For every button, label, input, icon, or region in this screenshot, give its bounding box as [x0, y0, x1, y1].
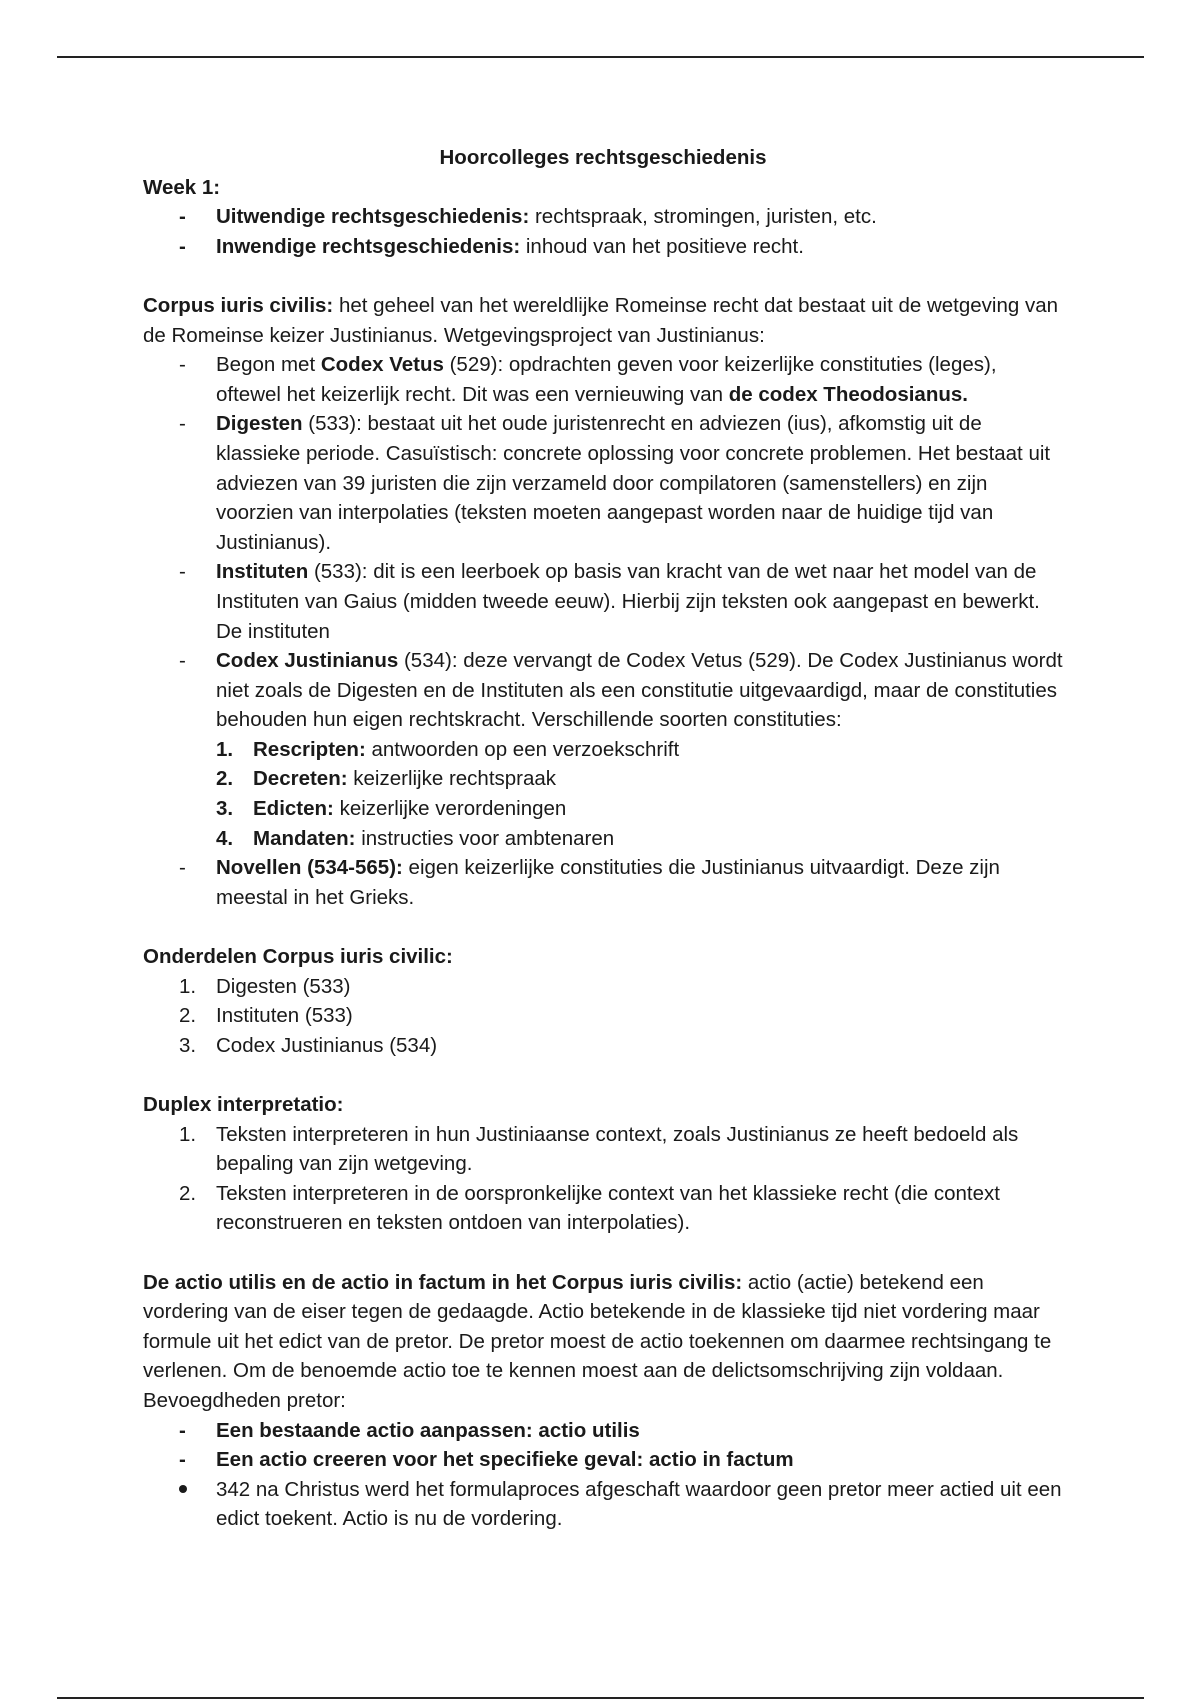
dash-marker: - — [179, 205, 186, 229]
dash-marker: - — [179, 353, 186, 377]
constituties-list — [143, 735, 1063, 853]
text: 342 na Christus werd het formulaproces afgeschaft waardoor geen pretor meer actied uit een edict toekent. Actio is nu de vordering. — [216, 1477, 1062, 1531]
list-item — [143, 1445, 1063, 1475]
text: Instituten (533) — [216, 1004, 353, 1028]
definition: keizerlijke rechtspraak — [347, 767, 557, 791]
term: de codex Theodosianus. — [728, 382, 968, 406]
number-marker: 2. — [179, 1181, 197, 1205]
dash-marker: - — [179, 649, 186, 673]
term: Novellen (534-565): — [216, 856, 403, 880]
number-marker: 2. — [179, 1004, 197, 1028]
number-marker: 1. — [179, 974, 197, 998]
corpus-paragraph — [143, 291, 1063, 350]
term: Codex Justinianus — [216, 649, 399, 673]
text: Een bestaande actio aanpassen: actio utilis — [216, 1418, 640, 1442]
text: (529): opdrachten geven voor keizerlijke constituties (leges), oftewel het keizerlijk recht. Dit was een vernieuwing van — [216, 353, 997, 406]
list-item — [143, 202, 1063, 232]
novellen-list — [143, 853, 1063, 912]
dash-marker: - — [179, 1418, 186, 1442]
list-item — [143, 409, 1063, 557]
number-marker: 1. — [179, 1122, 197, 1146]
definition: inhoud van het positieve recht. — [520, 234, 804, 258]
term: Codex Vetus — [320, 353, 444, 377]
bullet-dot-icon — [179, 1475, 187, 1505]
term: Digesten — [216, 412, 303, 436]
number-marker: 4. — [216, 826, 234, 850]
definition: (533): bestaat uit het oude juristenrecht en adviezen (ius), afkomstig uit de klassieke periode. Casuïstisch: concrete oplossing voor concrete problemen. Het bestaat uit adviezen van 39 juristen die zijn verzameld door compilatoren (samenstellers) en zijn voorzien van interpolaties (teksten moeten aangepast worden naar de huidige tijd van Justinianus). — [216, 412, 1051, 554]
definition: (533): dit is een leerboek op basis van kracht van de wet naar het model van de Instituten van Gaius (midden tweede eeuw). Hierbij zijn teksten ook aangepast en bewerkt. De instituten — [216, 560, 1040, 643]
text: Een actio creeren voor het specifieke geval: actio in factum — [216, 1448, 794, 1472]
dash-marker: - — [179, 412, 186, 436]
list-item — [143, 764, 1063, 794]
term: Corpus iuris civilis: — [143, 293, 334, 317]
list-item — [143, 1475, 1063, 1534]
number-marker: 3. — [216, 797, 234, 821]
list-item — [143, 557, 1063, 646]
number-marker: 3. — [179, 1033, 197, 1057]
list-item — [143, 824, 1063, 854]
term: Rescripten: — [253, 737, 366, 761]
dash-marker: - — [179, 560, 186, 584]
duplex-heading: Duplex interpretatio: — [143, 1093, 344, 1116]
term: Instituten — [216, 560, 309, 584]
definition: instructies voor ambtenaren — [355, 826, 615, 850]
list-item — [143, 1031, 1063, 1061]
dash-marker: - — [179, 234, 186, 258]
definition: keizerlijke verordeningen — [333, 797, 567, 821]
list-item — [143, 794, 1063, 824]
definition: rechtspraak, stromingen, juristen, etc. — [529, 205, 877, 229]
text: Begon met — [216, 353, 321, 377]
week-heading: Week 1: — [143, 175, 221, 199]
number-marker: 1. — [216, 737, 234, 761]
top-rule — [57, 56, 1144, 58]
definition: eigen keizerlijke constituties die Justinianus uitvaardigt. Deze zijn meestal in het Grieks. — [216, 856, 1000, 909]
text: Teksten interpreteren in de oorspronkelijke context van het klassieke recht (die context reconstrueren en teksten ontdoen van interpolaties). — [216, 1181, 1000, 1235]
document-title: Hoorcolleges rechtsgeschiedenis — [439, 146, 767, 169]
text: Teksten interpreteren in hun Justiniaanse context, zoals Justinianus ze heeft bedoeld als bepaling van zijn wetgeving. — [216, 1122, 1019, 1176]
term: Decreten: — [253, 767, 348, 791]
list-item — [143, 1416, 1063, 1446]
term: De actio utilis en de actio in factum in het Corpus iuris civilis: — [143, 1270, 743, 1294]
bottom-rule — [57, 1697, 1144, 1699]
actio-paragraph — [143, 1268, 1063, 1416]
list-item — [143, 735, 1063, 765]
list-item — [143, 646, 1063, 735]
duplex-list — [143, 1120, 1063, 1238]
dash-marker: - — [179, 1448, 186, 1472]
term: Mandaten: — [253, 826, 356, 850]
list-item — [143, 1120, 1063, 1179]
dash-marker: - — [179, 856, 186, 880]
term: Uitwendige rechtsgeschiedenis: — [216, 205, 530, 229]
number-marker: 2. — [216, 767, 234, 791]
corpus-list — [143, 350, 1063, 735]
text: Codex Justinianus (534) — [216, 1033, 438, 1057]
intro-list — [143, 202, 1063, 261]
definition: actio (actie) betekend een vordering van de eiser tegen de gedaagde. Actio betekende in de klassieke tijd niet vordering maar formule uit het edict van de pretor. De pretor moest de actio toekennen om daarmee rechtsingang te verlenen. Om de benoemde actio toe te kennen moest aan de delictsomschrijving zijn voldaan. Bevoegdheden pretor: — [143, 1270, 1052, 1412]
list-item — [143, 1001, 1063, 1031]
list-item — [143, 350, 1063, 409]
definition: antwoorden op een verzoekschrift — [365, 737, 680, 761]
term: Edicten: — [253, 797, 334, 821]
list-item — [143, 232, 1063, 262]
list-item — [143, 853, 1063, 912]
definition: het geheel van het wereldlijke Romeinse recht dat bestaat uit de wetgeving van de Romeinse keizer Justinianus. Wetgevingsproject van Justinianus: — [143, 293, 1059, 347]
list-item — [143, 972, 1063, 1002]
document-body — [143, 143, 1063, 1534]
term: Inwendige rechtsgeschiedenis: — [216, 234, 521, 258]
text: Digesten (533) — [216, 974, 351, 998]
actio-list — [143, 1416, 1063, 1534]
onderdelen-list — [143, 972, 1063, 1061]
list-item — [143, 1179, 1063, 1238]
definition: (534): deze vervangt de Codex Vetus (529). De Codex Justinianus wordt niet zoals de Digesten en de Instituten als een constitutie uitgevaardigd, maar de constituties behouden hun eigen rechtskracht. Verschillende soorten constituties: — [216, 649, 1063, 732]
onderdelen-heading: Onderdelen Corpus iuris civilic: — [143, 945, 453, 969]
